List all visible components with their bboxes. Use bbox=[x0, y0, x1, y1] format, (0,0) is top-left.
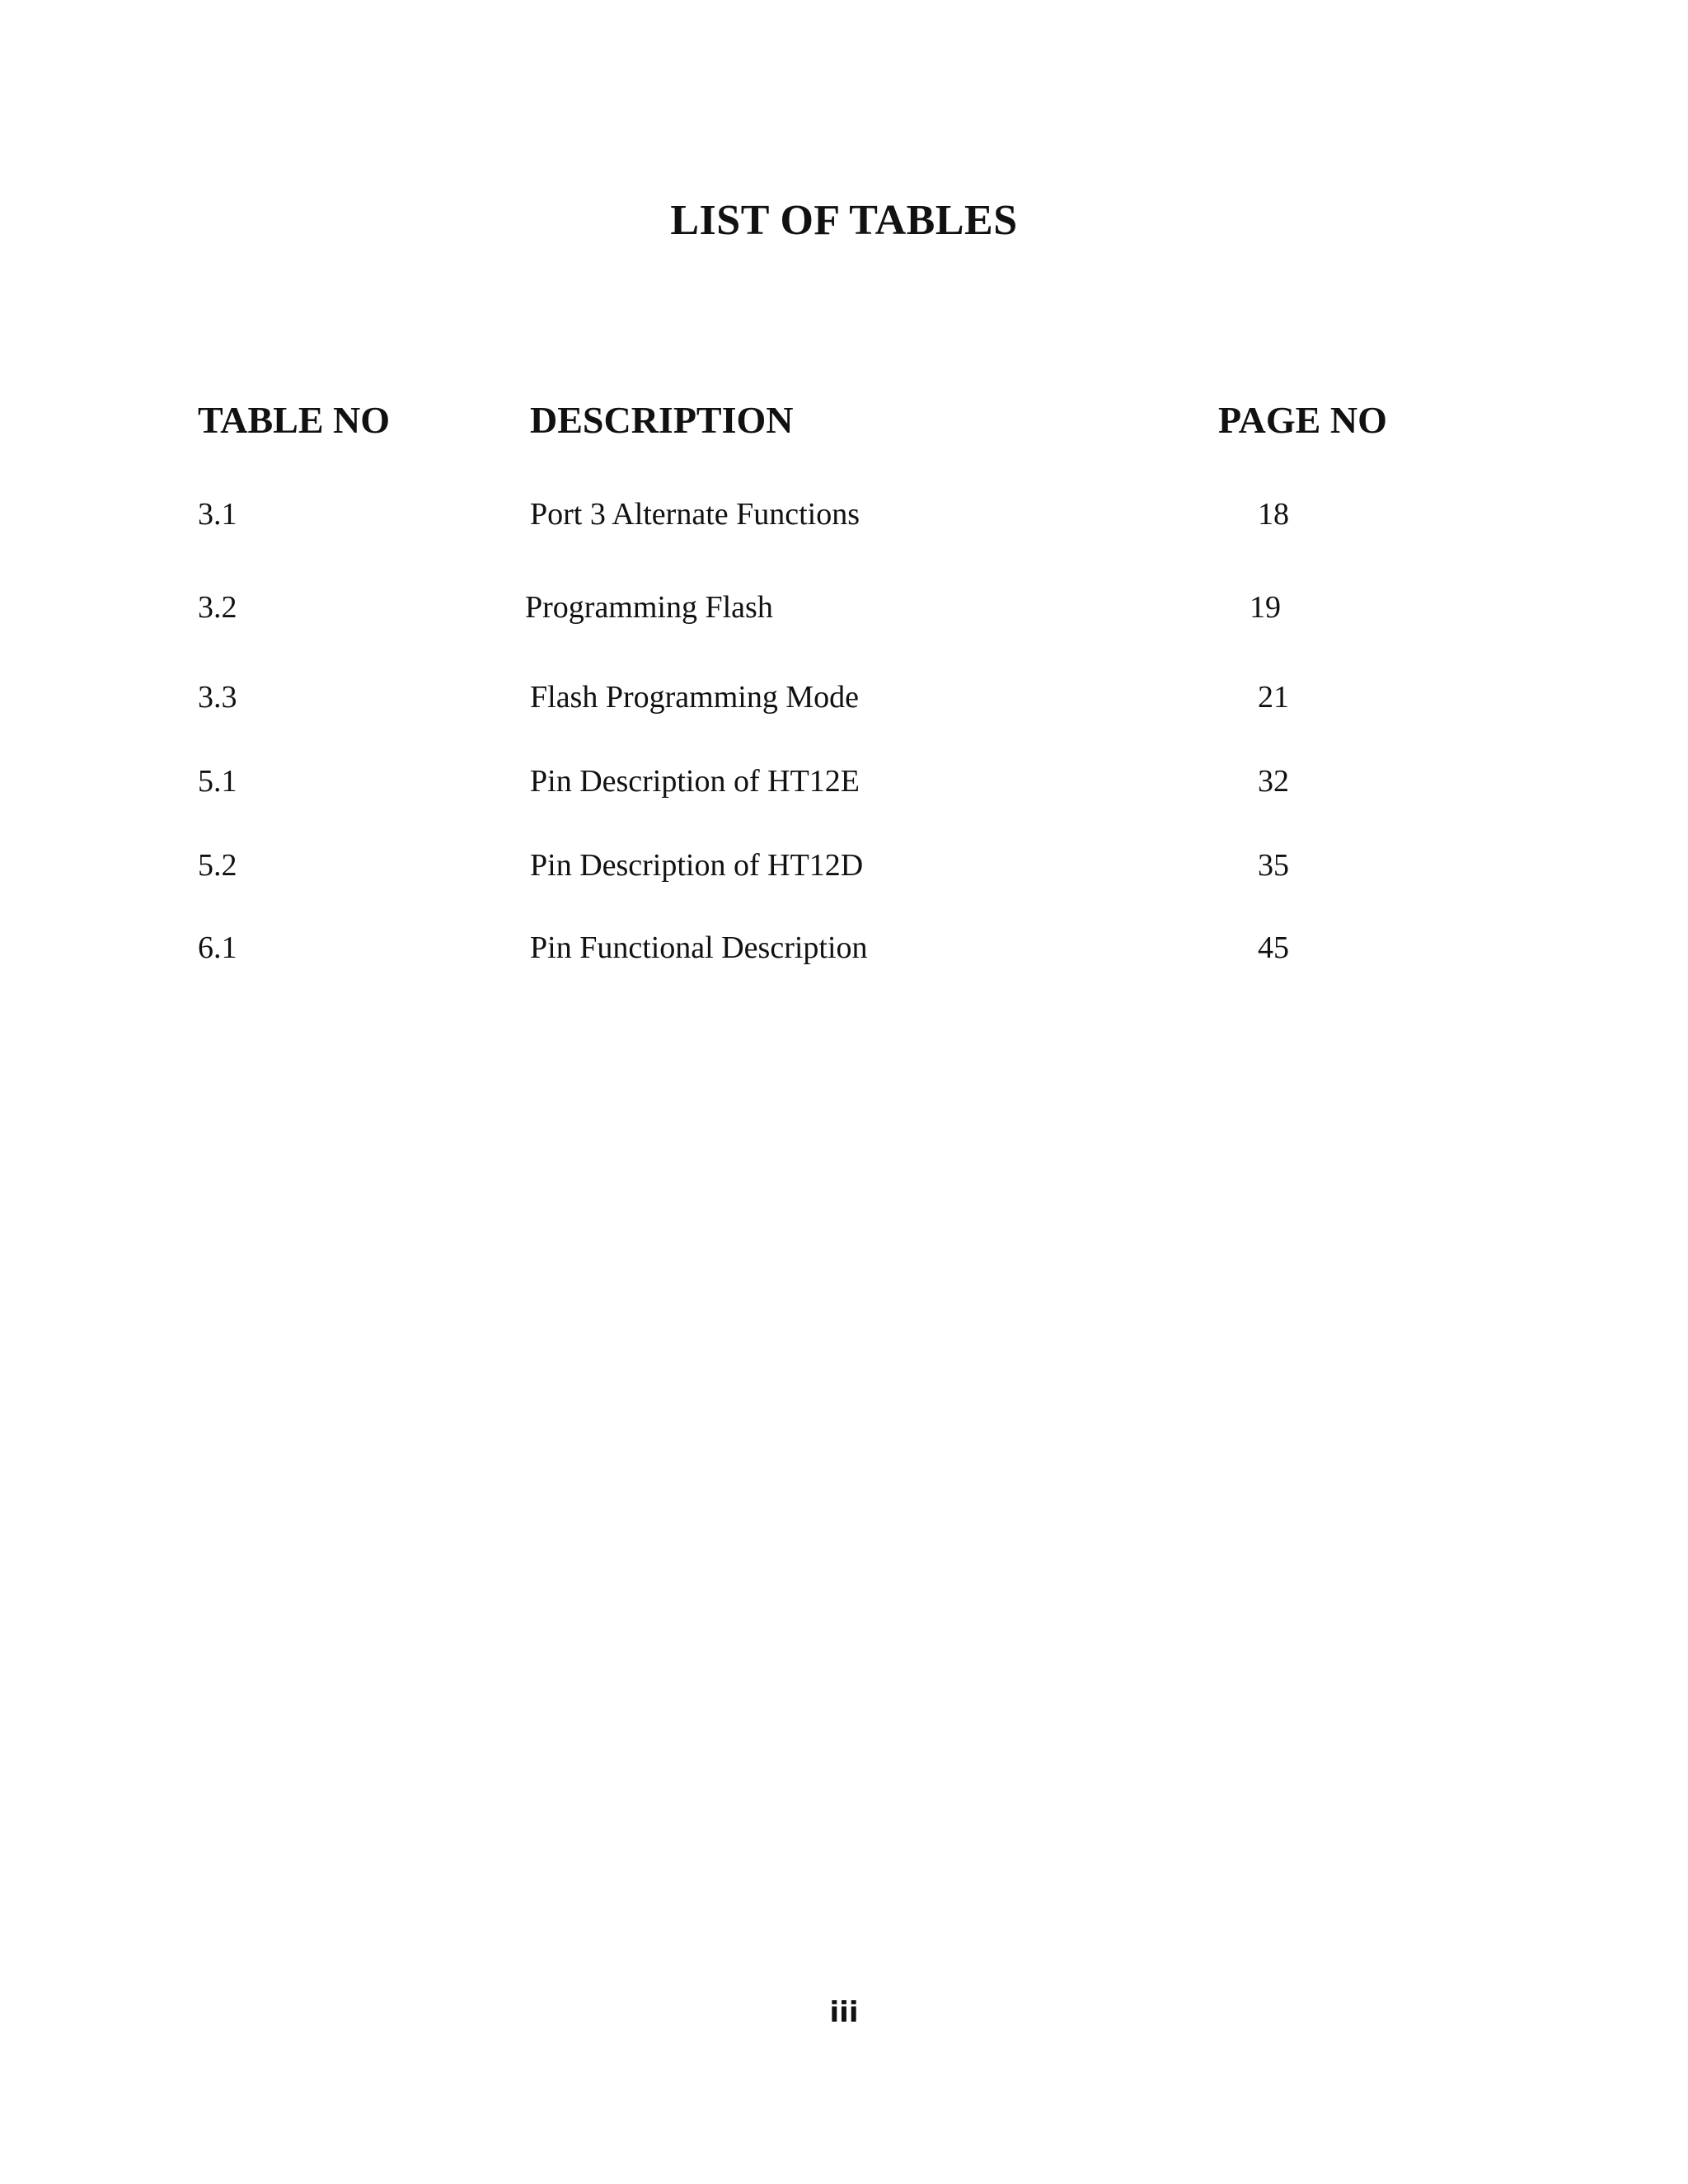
row-table-no: 6.1 bbox=[198, 930, 237, 965]
header-page-no: PAGE NO bbox=[1218, 399, 1387, 441]
page-number: iii bbox=[829, 1996, 859, 2029]
row-description: Pin Description of HT12E bbox=[530, 764, 860, 799]
row-table-no: 3.1 bbox=[198, 497, 237, 532]
row-description: Port 3 Alternate Functions bbox=[530, 497, 860, 532]
row-description: Pin Functional Description bbox=[530, 930, 868, 965]
row-page-no: 32 bbox=[1258, 764, 1289, 799]
row-page-no: 21 bbox=[1258, 680, 1289, 715]
row-page-no: 35 bbox=[1258, 848, 1289, 883]
row-page-no: 19 bbox=[1250, 590, 1281, 625]
row-table-no: 5.1 bbox=[198, 764, 237, 799]
header-table-no: TABLE NO bbox=[198, 399, 391, 441]
page-title: LIST OF TABLES bbox=[670, 197, 1018, 244]
row-description: Programming Flash bbox=[525, 590, 773, 625]
row-page-no: 45 bbox=[1258, 930, 1289, 965]
row-table-no: 3.3 bbox=[198, 680, 237, 715]
row-description: Pin Description of HT12D bbox=[530, 848, 864, 883]
header-description: DESCRIPTION bbox=[530, 399, 794, 441]
row-description: Flash Programming Mode bbox=[530, 680, 859, 715]
row-table-no: 5.2 bbox=[198, 848, 237, 883]
row-table-no: 3.2 bbox=[198, 590, 237, 625]
row-page-no: 18 bbox=[1258, 497, 1289, 532]
